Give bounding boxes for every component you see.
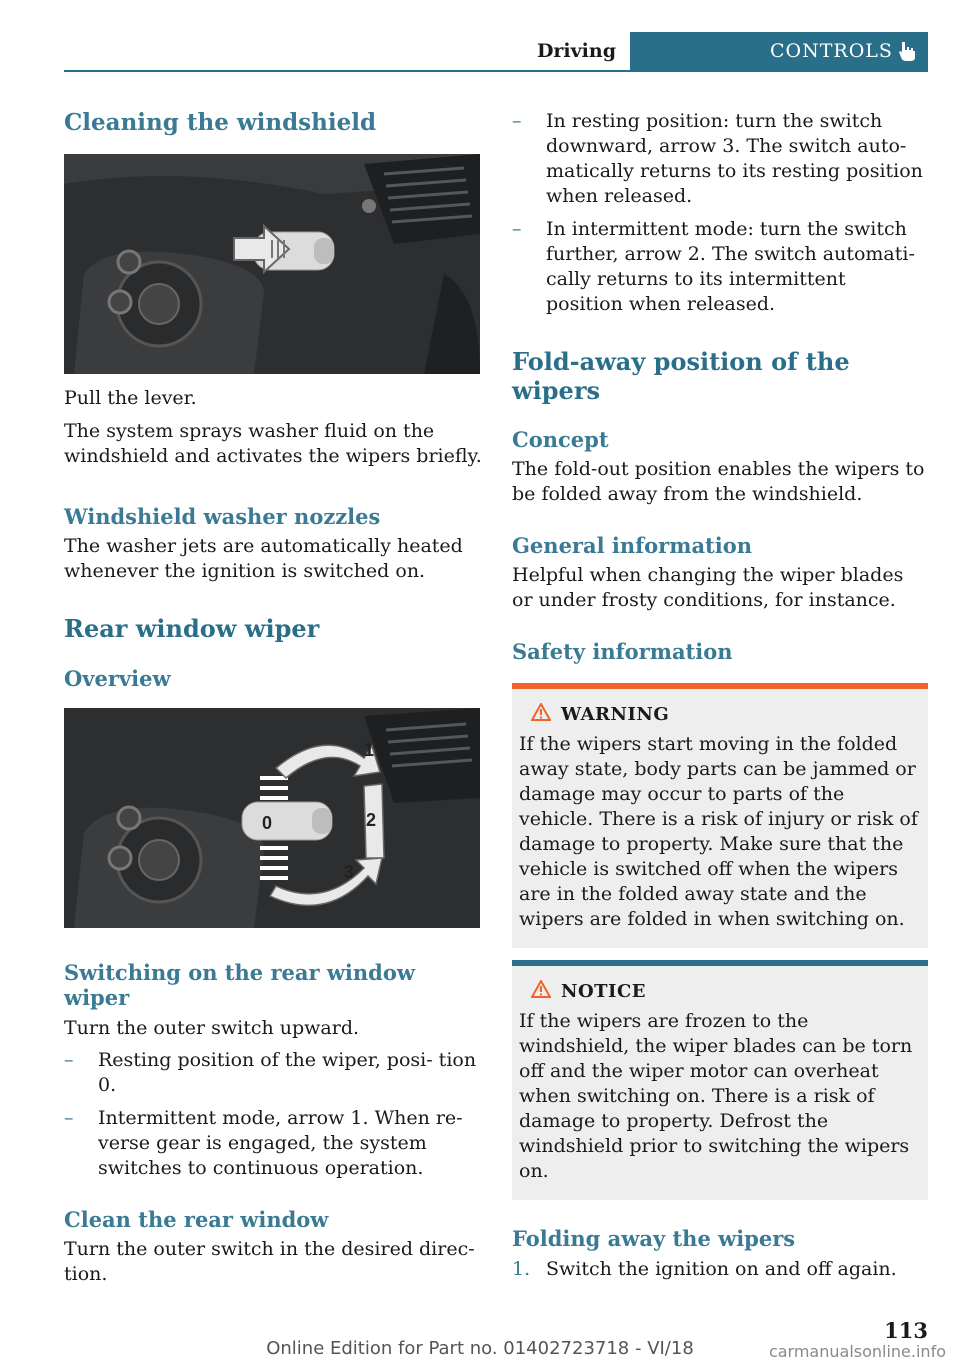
warning-box xyxy=(512,683,928,948)
edition-line: Online Edition for Part no. 01402723718 - VI/18 xyxy=(266,1338,694,1359)
concept-text: The fold-out position enables the wipers to be folded away from the windshield. xyxy=(512,458,925,505)
heading-concept: Concept xyxy=(512,427,609,452)
list-item: – Resting position of the wiper, posi- tion 0. xyxy=(64,1049,477,1096)
notice-text: If the wipers are frozen to the windshield, the wiper blades can be torn off and the wiper motor can overheat when switching on. There is a risk of damage to property. Defrost the windshield prior to switching the wipers on. xyxy=(519,1010,913,1182)
pointing-hand-icon xyxy=(896,40,918,66)
heading-washer-nozzles: Windshield washer nozzles xyxy=(64,504,381,529)
right-column xyxy=(512,100,928,1282)
list-item: – In intermittent mode: turn the switch further, arrow 2. The switch automati- cally returns to its intermittent position when released. xyxy=(512,218,915,315)
nozzles-text: The washer jets are automatically heated whenever the ignition is switched on. xyxy=(64,535,463,582)
notice-triangle-icon xyxy=(531,980,551,1003)
warning-title: WARNING xyxy=(531,703,921,726)
general-info-text: Helpful when changing the wiper blades or under frosty conditions, for instance. xyxy=(512,564,904,611)
heading-overview: Overview xyxy=(64,666,171,691)
page-header xyxy=(64,32,928,72)
arrow-3-label: 3 xyxy=(344,862,355,882)
heading-switching-on: Switching on the rear window wiper xyxy=(64,960,415,1010)
list-item: 1. Switch the ignition on and off again. xyxy=(512,1258,897,1280)
heading-general-info: General information xyxy=(512,533,753,558)
heading-folding-away: Folding away the wipers xyxy=(512,1226,796,1251)
warning-triangle-icon xyxy=(531,703,551,726)
turn-upward-text: Turn the outer switch upward. xyxy=(64,1017,360,1039)
notice-title: NOTICE xyxy=(531,980,921,1003)
heading-cleaning-windshield: Cleaning the windshield xyxy=(64,109,377,136)
position-0-label: 0 xyxy=(262,813,273,833)
sprays-text: The system sprays washer fluid on the windshield and activates the wipers briefly. xyxy=(64,420,482,467)
heading-clean-rear: Clean the rear window xyxy=(64,1207,329,1232)
rear-wiper-list xyxy=(512,109,928,317)
folding-steps xyxy=(512,1257,928,1282)
rear-wiper-switch-figure xyxy=(64,708,480,928)
heading-rear-wiper: Rear window wiper xyxy=(64,614,320,643)
list-item: – In resting position: turn the switch downward, arrow 3. The switch auto- matically returns to its resting position when released. xyxy=(512,110,923,207)
heading-fold-away: Fold-away position of the wipers xyxy=(512,347,850,405)
pull-lever-text: Pull the lever. xyxy=(64,387,197,409)
switch-list xyxy=(64,1048,482,1181)
left-column xyxy=(64,100,482,1287)
chapter-tab xyxy=(630,32,928,70)
chapter-label: CONTROLS xyxy=(770,40,893,62)
arrow-2-label: 2 xyxy=(366,810,377,830)
clean-rear-text: Turn the outer switch in the desired direc- tion. xyxy=(64,1238,475,1285)
arrow-1-label: 1 xyxy=(364,740,375,760)
warning-text: If the wipers start moving in the folded away state, body parts can be jammed or damage may occur to parts of the vehicle. There is a risk of injury or risk of damage to property. Make sure that the vehicle is switched off when the wipers are in the folded away state and the wipers are folded in when switching on. xyxy=(519,733,918,930)
section-title: Driving xyxy=(536,40,616,62)
page-footer xyxy=(0,1318,960,1361)
page-number: 113 xyxy=(884,1318,928,1343)
notice-box xyxy=(512,960,928,1200)
watermark: carmanualsonline.info xyxy=(768,1342,946,1361)
washer-lever-figure xyxy=(64,154,480,374)
heading-safety-info: Safety information xyxy=(512,639,733,664)
list-item: – Intermittent mode, arrow 1. When re- verse gear is engaged, the system switches to continuous operation. xyxy=(64,1107,463,1179)
